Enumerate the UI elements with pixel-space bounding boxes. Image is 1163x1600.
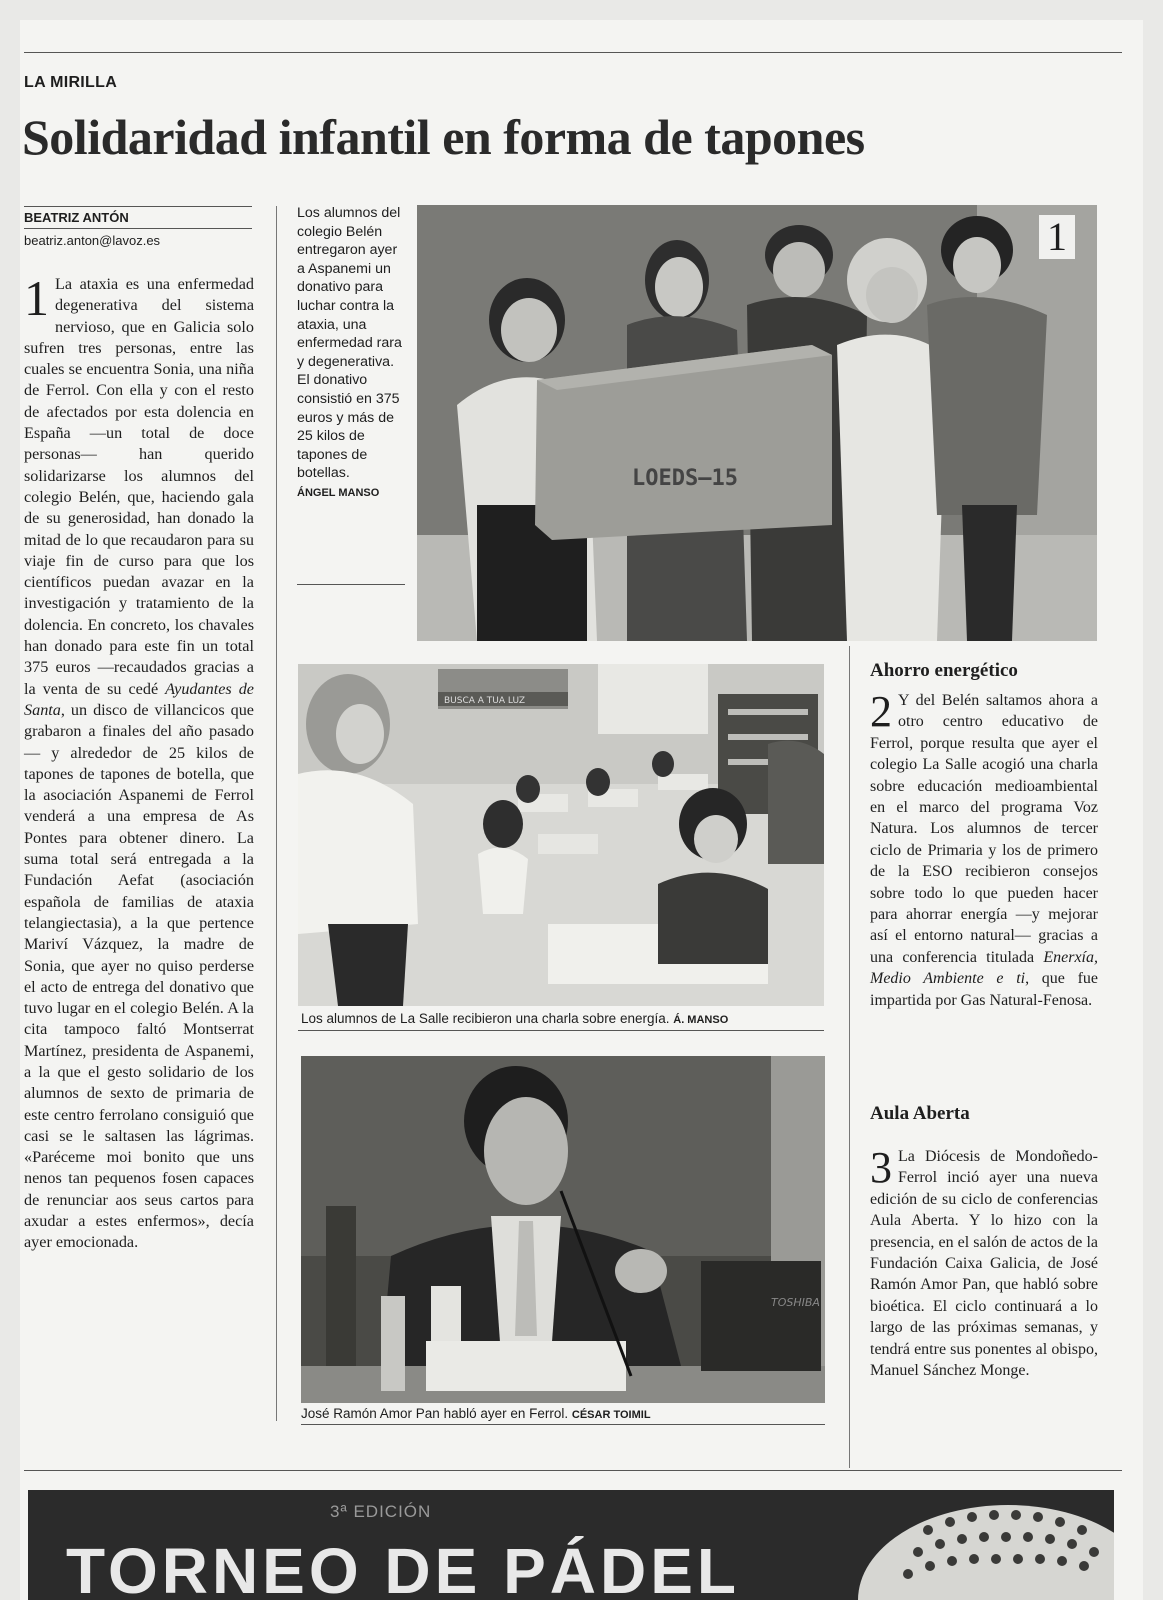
cd-title: Ayudantes de Santa bbox=[24, 679, 254, 719]
photo1-caption bbox=[297, 204, 403, 503]
ad-edition: 3ª EDICIÓN bbox=[330, 1502, 432, 1521]
photo-classroom bbox=[298, 664, 824, 1006]
ad-title: TORNEO DE PÁDEL bbox=[66, 1535, 740, 1600]
photo3-caption-text: José Ramón Amor Pan habló ayer en Ferrol. bbox=[301, 1406, 569, 1421]
photo-donation bbox=[417, 205, 1097, 641]
story2-title: Ahorro energético bbox=[870, 660, 1018, 681]
story3-text: La Diócesis de Mondoñedo-Ferrol inció ayer una nueva edición de su ciclo de conferencias Aula Aberta. Y lo hizo con la presencia, en el salón de actos de la Fundación Caixa Galicia, de José Ramón Amor Pan, que habló sobre bioética. El ciclo continuará a lo largo de las próximas semanas, y tendrá entre sus ponentes al obispo, Manuel Sánchez Monge. bbox=[870, 1148, 1098, 1380]
right-column-divider bbox=[849, 646, 850, 1468]
photo3-caption bbox=[301, 1406, 651, 1421]
main-story-text-cont: , un disco de villancicos que grabaron a finales del año pasado— y alrededor de 25 kilos de tapones de tapones de botella, que la asociación Aspanemi de Ferrol venderá a una empresa de As Pontes para obtener dinero. La suma total será entregada a la Fundación Aefat (asociación española de familias de ataxia telangiectasia), a la que pertence Mariví Vázquez, la madre de Sonia, que ayer no quiso perderse el acto de entrega del donativo que tuvo lugar en el colegio Belén. A la cita tampoco faltó Montserrat Martínez, presidenta de Aspanemi, a la que el gesto solidario de los alumnos de sexto de primaria de este centro ferrolano consiguió que casi se le saltasen las lágrimas. «Paréceme moi bonito que uns nenos tan pequenos fosen capaces de renunciar aos seus cartos para axudar a estes enfermos», decía ayer emocionada. bbox=[24, 700, 254, 1252]
photo2-caption-rule bbox=[298, 1030, 824, 1031]
story3-title: Aula Aberta bbox=[870, 1103, 970, 1124]
story-number: 1 bbox=[24, 270, 49, 326]
classroom-banner: BUSCA A TUA LUZ bbox=[444, 696, 526, 706]
story2-text-cont: , que fue impartida por Gas Natural-Fenosa. bbox=[870, 970, 1099, 1009]
byline-rule-top bbox=[24, 206, 252, 207]
headline: Solidaridad infantil en forma de tapones bbox=[22, 109, 865, 165]
main-story bbox=[24, 270, 254, 1254]
section-label: LA MIRILLA bbox=[24, 74, 118, 91]
bottom-rule bbox=[24, 1470, 1122, 1471]
story2-text: Y del Belén saltamos ahora a otro centro educativo de Ferrol, porque resulta que ayer el colegio La Salle acogió una charla sobre educación medioambiental en el marco del programa Voz Natura. Los alumnos de tercer ciclo de Primaria y los de primero de la ESO recibieron consejos sobre todo lo que pueden hacer para ahorrar energía —y mejorar así el entorno natural— gracias a una conferencia titulada bbox=[870, 692, 1098, 966]
byline-author: BEATRIZ ANTÓN bbox=[24, 210, 129, 225]
padel-racket-icon bbox=[858, 1490, 1114, 1600]
photo-number: 1 bbox=[1039, 215, 1075, 259]
main-story-text: La ataxia es una enfermedad degenerativa del sistema nervioso, que en Galicia solo sufren tres personas, entre las cuales se encuentra Sonia, una niña de Ferrol. Con ella y con el resto de afectados por esta dolencia en España —un total de doce personas— han querido solidarizarse los alumnos del colegio Belén, que, haciendo gala de su generosidad, han donado la mitad de lo que recaudaron para su viaje fin de curso para que los científicos puedan avazar en la investigación y tratamiento de la dolencia. En concreto, los chavales han donado para este fin un total 375 euros —recaudados gracias a la venta de su cedé bbox=[24, 275, 254, 698]
photo2-caption bbox=[301, 1011, 728, 1026]
conference-title: Enerxía, Medio Ambiente e ti bbox=[870, 948, 1098, 988]
photo3-credit: CÉSAR TOIMIL bbox=[571, 1409, 651, 1421]
photo1-credit: ÁNGEL MANSO bbox=[297, 486, 380, 499]
photo3-caption-rule bbox=[301, 1424, 825, 1425]
caption-rule bbox=[297, 584, 405, 585]
story2 bbox=[870, 687, 1099, 1011]
padel-tournament-ad bbox=[28, 1490, 1114, 1600]
byline-rule-bottom bbox=[24, 228, 252, 229]
laptop-brand: TOSHIBA bbox=[771, 1296, 820, 1309]
story3-number: 3 bbox=[870, 1143, 892, 1192]
photo-speaker bbox=[301, 1056, 825, 1403]
photo2-caption-text: Los alumnos de La Salle recibieron una charla sobre energía. bbox=[301, 1011, 670, 1026]
photo2-credit: Á. MANSO bbox=[673, 1014, 729, 1026]
story2-number: 2 bbox=[870, 687, 892, 736]
photo1-caption-text: Los alumnos del colegio Belén entregaron ayer a Aspanemi un donativo para luchar contra la ataxia, una enfermedad rara y degenerativa. El donativo consistió en 375 euros y más de 25 kilos de tapones de botellas. bbox=[297, 205, 402, 482]
byline-email: beatriz.anton@lavoz.es bbox=[24, 233, 161, 248]
top-rule bbox=[24, 52, 1122, 53]
story3 bbox=[870, 1143, 1098, 1381]
column-divider bbox=[276, 206, 277, 1421]
box-label: LOEDS—15 bbox=[632, 466, 738, 491]
